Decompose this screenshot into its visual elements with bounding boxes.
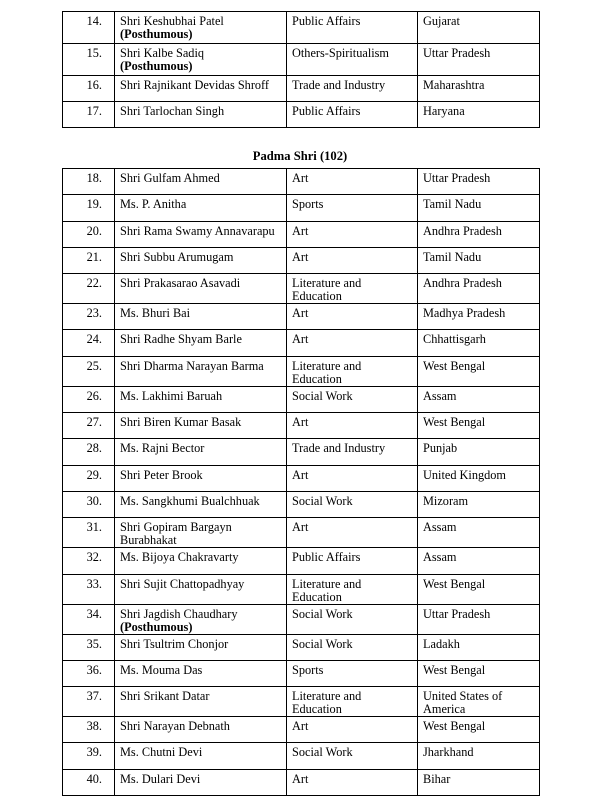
serial-number-cell: 18. bbox=[63, 169, 115, 195]
serial-number-cell: 15. bbox=[63, 44, 115, 76]
state-cell: West Bengal bbox=[418, 574, 540, 604]
serial-number-cell: 21. bbox=[63, 247, 115, 273]
field-cell: Art bbox=[287, 247, 418, 273]
state-cell: Assam bbox=[418, 548, 540, 574]
table-row bbox=[63, 687, 540, 717]
serial-number-cell: 27. bbox=[63, 413, 115, 439]
name-cell bbox=[115, 574, 287, 604]
padma-shri-table bbox=[62, 168, 540, 796]
field-cell: Sports bbox=[287, 195, 418, 221]
field-cell: Social Work bbox=[287, 491, 418, 517]
awardee-name: Shri Kalbe Sadiq bbox=[120, 46, 205, 60]
table-row bbox=[63, 44, 540, 76]
name-cell bbox=[115, 102, 287, 128]
awardee-name: Shri Keshubhai Patel bbox=[120, 14, 224, 28]
name-cell bbox=[115, 330, 287, 356]
table-row bbox=[63, 195, 540, 221]
field-cell: Trade and Industry bbox=[287, 439, 418, 465]
name-cell bbox=[115, 356, 287, 386]
serial-number-cell: 31. bbox=[63, 518, 115, 548]
awardee-name: Ms. Mouma Das bbox=[120, 662, 203, 677]
state-cell: Jharkhand bbox=[418, 743, 540, 769]
awardee-name: Ms. Rajni Bector bbox=[120, 441, 205, 456]
serial-number-cell: 30. bbox=[63, 491, 115, 517]
name-cell bbox=[115, 274, 287, 304]
awardee-name: Shri Dharma Narayan Barma bbox=[120, 358, 264, 373]
name-cell bbox=[115, 12, 287, 44]
serial-number-cell: 33. bbox=[63, 574, 115, 604]
state-cell: West Bengal bbox=[418, 356, 540, 386]
state-cell: Tamil Nadu bbox=[418, 195, 540, 221]
field-cell: Trade and Industry bbox=[287, 76, 418, 102]
serial-number-cell: 32. bbox=[63, 548, 115, 574]
section-heading: Padma Shri (102) bbox=[252, 149, 348, 163]
state-cell: Uttar Pradesh bbox=[418, 169, 540, 195]
name-cell bbox=[115, 660, 287, 686]
table-row bbox=[63, 717, 540, 743]
field-cell: Literature and Education bbox=[287, 687, 418, 717]
awardee-name: Shri Peter Brook bbox=[120, 467, 203, 482]
field-cell: Social Work bbox=[287, 604, 418, 634]
name-cell bbox=[115, 76, 287, 102]
name-cell bbox=[115, 439, 287, 465]
awardee-name: Shri Tarlochan Singh bbox=[120, 104, 225, 118]
awardee-name: Ms. Lakhimi Baruah bbox=[120, 388, 223, 403]
field-cell: Art bbox=[287, 413, 418, 439]
table-row bbox=[63, 439, 540, 465]
state-cell: Madhya Pradesh bbox=[418, 304, 540, 330]
state-cell: West Bengal bbox=[418, 660, 540, 686]
name-cell bbox=[115, 247, 287, 273]
table-row bbox=[63, 465, 540, 491]
field-cell: Art bbox=[287, 330, 418, 356]
state-cell: Ladakh bbox=[418, 634, 540, 660]
state-cell: West Bengal bbox=[418, 717, 540, 743]
awardee-name: Ms. Bhuri Bai bbox=[120, 306, 191, 321]
field-cell: Public Affairs bbox=[287, 102, 418, 128]
name-cell bbox=[115, 518, 287, 548]
state-cell: Haryana bbox=[418, 102, 540, 128]
state-cell: Assam bbox=[418, 386, 540, 412]
state-cell: Uttar Pradesh bbox=[418, 604, 540, 634]
name-cell bbox=[115, 386, 287, 412]
serial-number-cell: 14. bbox=[63, 12, 115, 44]
awardee-name: Shri Gulfam Ahmed bbox=[120, 171, 220, 185]
table-row bbox=[63, 76, 540, 102]
field-cell: Art bbox=[287, 769, 418, 795]
field-cell: Art bbox=[287, 717, 418, 743]
field-cell: Others-Spiritualism bbox=[287, 44, 418, 76]
table-row bbox=[63, 386, 540, 412]
name-cell bbox=[115, 413, 287, 439]
table-row bbox=[63, 12, 540, 44]
serial-number-cell: 29. bbox=[63, 465, 115, 491]
state-cell: United States of America bbox=[418, 687, 540, 717]
serial-number-cell: 16. bbox=[63, 76, 115, 102]
serial-number-cell: 34. bbox=[63, 604, 115, 634]
serial-number-cell: 39. bbox=[63, 743, 115, 769]
awardee-name: Shri Subbu Arumugam bbox=[120, 249, 234, 264]
name-cell bbox=[115, 634, 287, 660]
state-cell: Gujarat bbox=[418, 12, 540, 44]
awardees-table-continued bbox=[62, 11, 540, 128]
state-cell: Punjab bbox=[418, 439, 540, 465]
awardee-name: Shri Prakasarao Asavadi bbox=[120, 276, 241, 291]
awardee-name: Ms. Dulari Devi bbox=[120, 771, 201, 786]
awardee-name: Ms. Sangkhumi Bualchhuak bbox=[120, 493, 260, 508]
field-cell: Literature and Education bbox=[287, 274, 418, 304]
table-row bbox=[63, 660, 540, 686]
table-row bbox=[63, 743, 540, 769]
name-cell bbox=[115, 491, 287, 517]
table-row bbox=[63, 330, 540, 356]
table-row bbox=[63, 769, 540, 795]
field-cell: Social Work bbox=[287, 386, 418, 412]
state-cell: Bihar bbox=[418, 769, 540, 795]
awardee-name: Ms. Chutni Devi bbox=[120, 745, 203, 760]
field-cell: Art bbox=[287, 518, 418, 548]
serial-number-cell: 37. bbox=[63, 687, 115, 717]
field-cell: Public Affairs bbox=[287, 548, 418, 574]
name-cell bbox=[115, 304, 287, 330]
field-cell: Public Affairs bbox=[287, 12, 418, 44]
table-row bbox=[63, 356, 540, 386]
field-cell: Art bbox=[287, 221, 418, 247]
serial-number-cell: 23. bbox=[63, 304, 115, 330]
posthumous-note: (Posthumous) bbox=[120, 59, 193, 73]
posthumous-note: (Posthumous) bbox=[120, 27, 193, 41]
table-row bbox=[63, 102, 540, 128]
state-cell: Maharashtra bbox=[418, 76, 540, 102]
state-cell: Tamil Nadu bbox=[418, 247, 540, 273]
field-cell: Social Work bbox=[287, 634, 418, 660]
serial-number-cell: 40. bbox=[63, 769, 115, 795]
name-cell bbox=[115, 769, 287, 795]
awardee-name: Shri Narayan Debnath bbox=[120, 719, 230, 734]
state-cell: Uttar Pradesh bbox=[418, 44, 540, 76]
name-cell bbox=[115, 44, 287, 76]
state-cell: Andhra Pradesh bbox=[418, 221, 540, 247]
field-cell: Literature and Education bbox=[287, 356, 418, 386]
name-cell bbox=[115, 548, 287, 574]
awardee-name: Ms. P. Anitha bbox=[120, 197, 187, 212]
table-row bbox=[63, 304, 540, 330]
awardee-name: Shri Rama Swamy Annavarapu bbox=[120, 223, 275, 238]
serial-number-cell: 38. bbox=[63, 717, 115, 743]
field-cell: Social Work bbox=[287, 743, 418, 769]
name-cell bbox=[115, 687, 287, 717]
field-cell: Art bbox=[287, 169, 418, 195]
table-row bbox=[63, 491, 540, 517]
state-cell: Mizoram bbox=[418, 491, 540, 517]
serial-number-cell: 22. bbox=[63, 274, 115, 304]
field-cell: Sports bbox=[287, 660, 418, 686]
name-cell bbox=[115, 465, 287, 491]
state-cell: Chhattisgarh bbox=[418, 330, 540, 356]
awardee-name: Shri Tsultrim Chonjor bbox=[120, 636, 229, 651]
serial-number-cell: 24. bbox=[63, 330, 115, 356]
awardee-name: Shri Biren Kumar Basak bbox=[120, 415, 242, 430]
table-row bbox=[63, 548, 540, 574]
table-row bbox=[63, 604, 540, 634]
name-cell bbox=[115, 743, 287, 769]
name-cell bbox=[115, 169, 287, 195]
awardee-name: Shri Jagdish Chaudhary bbox=[120, 606, 238, 621]
field-cell: Art bbox=[287, 304, 418, 330]
serial-number-cell: 28. bbox=[63, 439, 115, 465]
name-cell bbox=[115, 195, 287, 221]
awardee-name: Shri Gopiram Bargayn Burabhakat bbox=[120, 520, 232, 548]
table-row bbox=[63, 274, 540, 304]
serial-number-cell: 19. bbox=[63, 195, 115, 221]
name-cell bbox=[115, 604, 287, 634]
name-cell bbox=[115, 221, 287, 247]
table-row bbox=[63, 247, 540, 273]
table-row bbox=[63, 574, 540, 604]
state-cell: United Kingdom bbox=[418, 465, 540, 491]
state-cell: Assam bbox=[418, 518, 540, 548]
state-cell: Andhra Pradesh bbox=[418, 274, 540, 304]
serial-number-cell: 25. bbox=[63, 356, 115, 386]
field-cell: Art bbox=[287, 465, 418, 491]
serial-number-cell: 26. bbox=[63, 386, 115, 412]
table-row bbox=[63, 413, 540, 439]
serial-number-cell: 36. bbox=[63, 660, 115, 686]
table-row bbox=[63, 169, 540, 195]
awardee-name: Ms. Bijoya Chakravarty bbox=[120, 550, 239, 565]
table-row bbox=[63, 518, 540, 548]
name-cell bbox=[115, 717, 287, 743]
field-cell: Literature and Education bbox=[287, 574, 418, 604]
awardee-name: Shri Radhe Shyam Barle bbox=[120, 332, 242, 347]
table-row bbox=[63, 634, 540, 660]
awardee-name: Shri Sujit Chattopadhyay bbox=[120, 576, 245, 591]
serial-number-cell: 35. bbox=[63, 634, 115, 660]
awardee-name: Shri Rajnikant Devidas Shroff bbox=[120, 78, 270, 92]
serial-number-cell: 20. bbox=[63, 221, 115, 247]
table-row bbox=[63, 221, 540, 247]
state-cell: West Bengal bbox=[418, 413, 540, 439]
posthumous-note: (Posthumous) bbox=[120, 619, 193, 634]
serial-number-cell: 17. bbox=[63, 102, 115, 128]
awardee-name: Shri Srikant Datar bbox=[120, 689, 210, 704]
